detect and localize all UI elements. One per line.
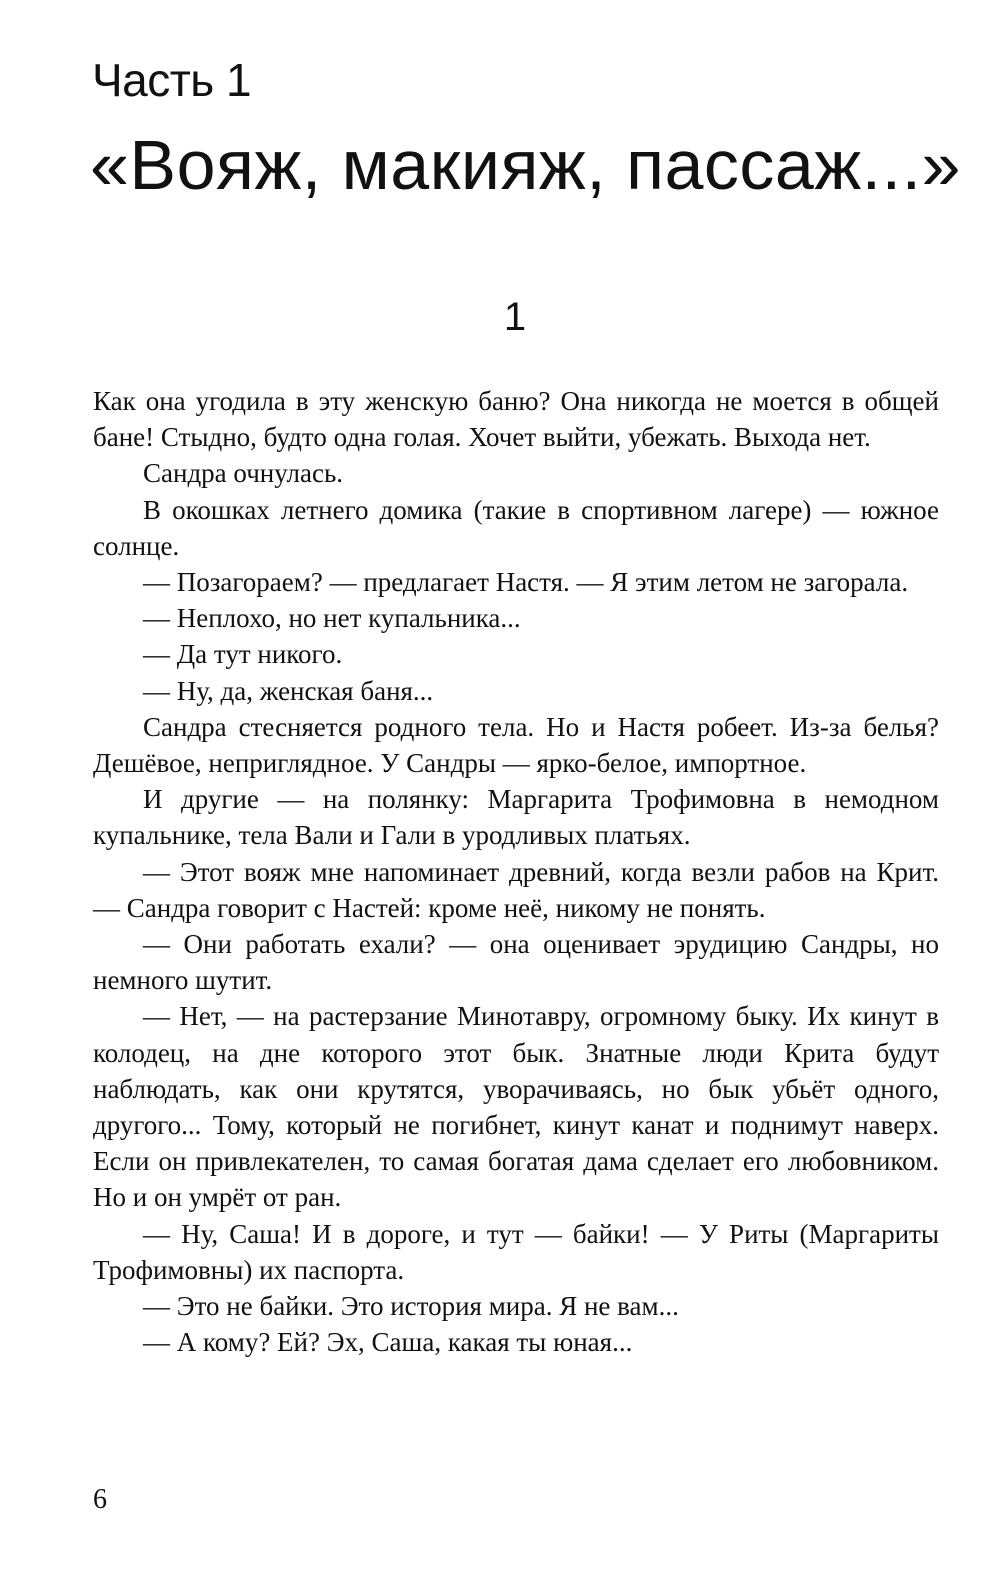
paragraph: Сандра очнулась. <box>143 458 344 489</box>
paragraph: И другие — на полянку: Маргарита Трофимовна в немодном купальнике, тела Вали и Гали в уродливых платьях. <box>93 784 939 851</box>
paragraph: В окошках летнего домика (такие в спортивном лагере) — южное солнце. <box>93 494 939 561</box>
paragraph: — Этот вояж мне напоминает древний, когда везли рабов на Крит. — Сандра говорит с Настей: кроме неё, никому не понять. <box>93 856 939 923</box>
paragraph: — Позагораем? — предлагает Настя. — Я этим летом не загорала. <box>143 567 909 598</box>
paragraph: — Ну, да, женская баня... <box>143 675 434 706</box>
paragraph: — Ну, Саша! И в дороге, и тут — байки! — У Риты (Маргариты Трофимовны) их паспорта. <box>93 1218 939 1285</box>
paragraph: — Это не байки. Это история мира. Я не вам... <box>143 1291 679 1322</box>
chapter-body <box>93 383 939 1360</box>
paragraph: — Нет, — на растерзание Минотавру, огромному быку. Их кинут в колодец, на дне которого этот бык. Знатные люди Крита будут наблюдать, как они крутятся, уворачиваясь, но бык убьёт одного, другого... Тому, который не погибнет, кинут канат и поднимут наверх. Если он привлекателен, то самая богатая дама сделает его любовником. Но и он умрёт от ран. <box>93 1001 939 1213</box>
paragraph: — Да тут никого. <box>143 639 343 670</box>
page-number: 6 <box>93 1484 107 1515</box>
paragraph: Сандра стесняется родного тела. Но и Настя робеет. Из-за белья? Дешёвое, неприглядное. У Сандры — ярко-белое, импортное. <box>93 711 939 779</box>
chapter-number: 1 <box>503 295 527 339</box>
part-label: Часть 1 <box>92 54 252 106</box>
paragraph: — А кому? Ей? Эх, Саша, какая ты юная... <box>143 1327 633 1358</box>
paragraph: — Они работать ехали? — она оценивает эрудицию Сандры, но немного шутит. <box>93 929 939 996</box>
paragraph: Как она угодила в эту женскую баню? Она никогда не моется в общей бане! Стыдно, будто одна голая. Хочет выйти, убежать. Выхода нет. <box>93 386 939 453</box>
part-title: «Вояж, макияж, пассаж...» <box>90 126 961 204</box>
paragraph: — Неплохо, но нет купальника... <box>143 603 521 634</box>
